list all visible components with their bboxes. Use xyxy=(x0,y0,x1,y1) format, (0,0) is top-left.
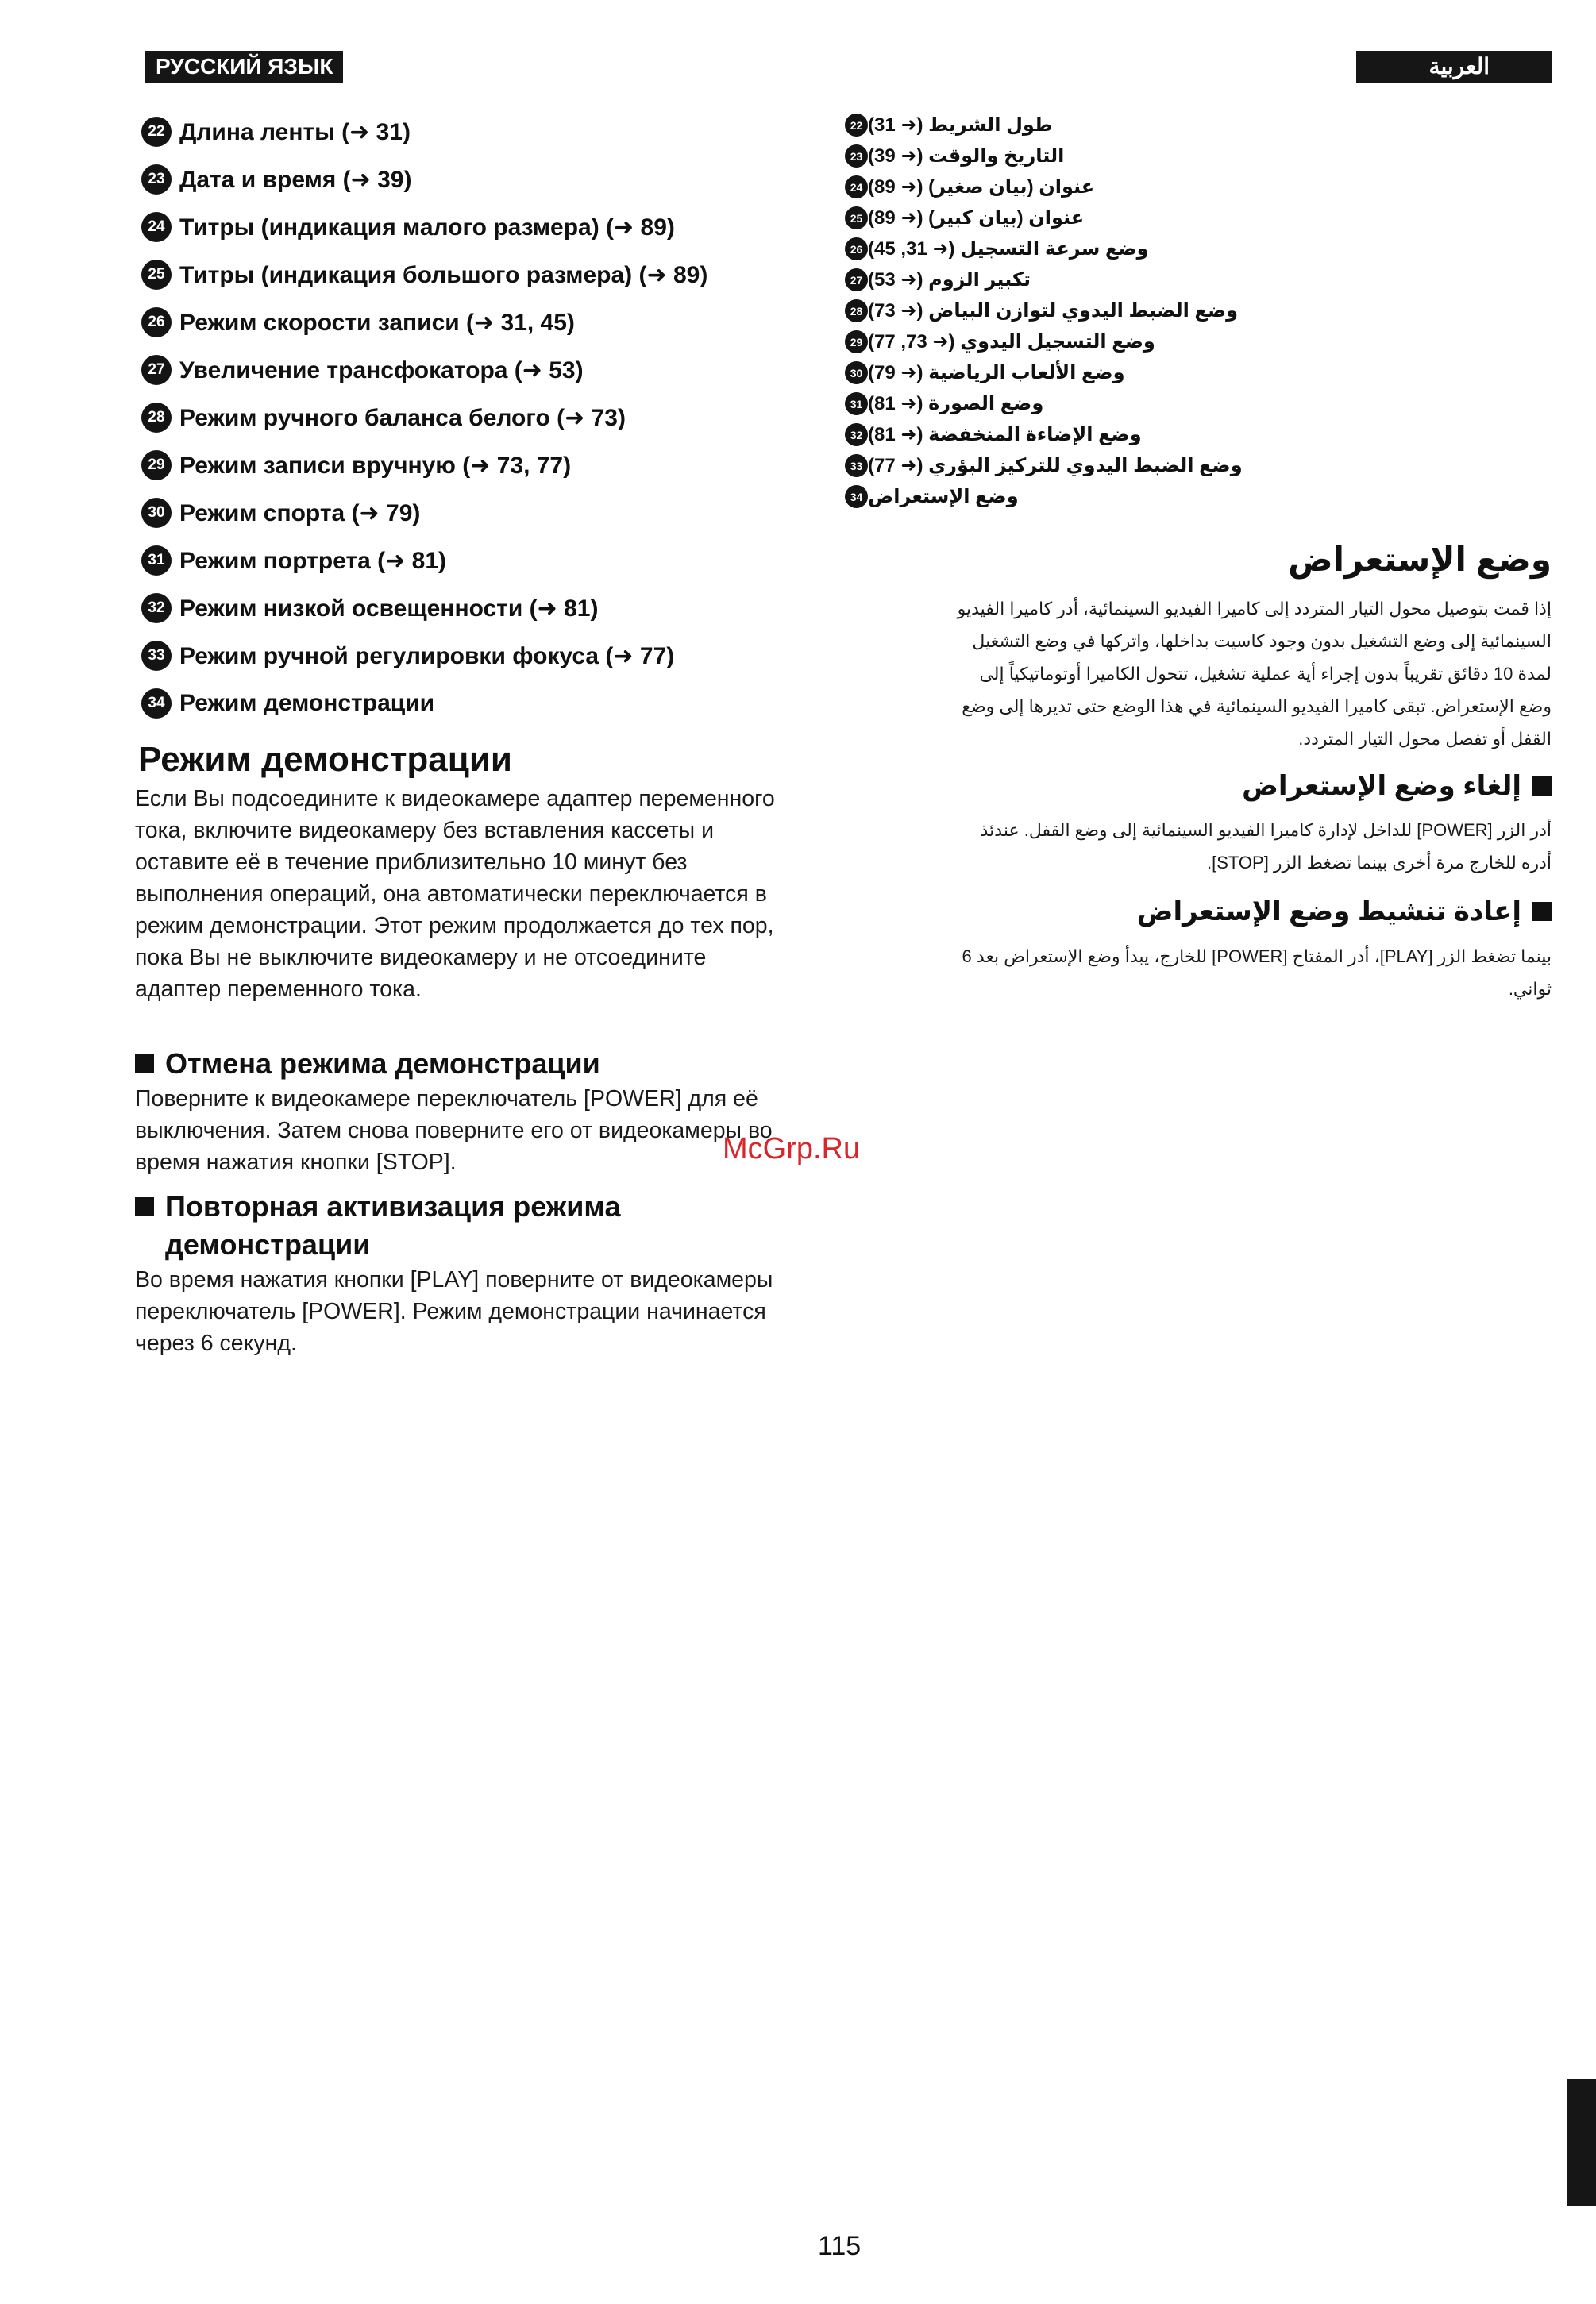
number-badge-icon: 23 xyxy=(141,164,172,195)
arabic-item-text: وضع الضبط اليدوي لتوازن البياض (➜ 73) xyxy=(868,300,1239,322)
number-badge-icon: 32 xyxy=(141,593,172,623)
arabic-reactivate-body: بينما تضغط الزر [PLAY]، أدر المفتاح [POWER] للخارج، يبدأ وضع الإستعراض بعد 6 ثواني. xyxy=(962,946,1552,999)
russian-list-item xyxy=(141,203,840,251)
arabic-cancel-title: إلغاء وضع الإستعراض xyxy=(1242,771,1521,801)
russian-list-item xyxy=(141,156,840,203)
russian-list-item xyxy=(141,680,840,727)
number-badge-icon: 29 xyxy=(141,450,172,480)
number-badge-icon: 33 xyxy=(141,641,172,671)
number-badge-icon: 33 xyxy=(845,454,868,477)
arabic-item-text: التاريخ والوقت (➜ 39) xyxy=(868,145,1065,167)
language-tab-arabic: العربية xyxy=(1356,51,1552,83)
arabic-list-item xyxy=(837,326,1552,357)
arabic-cancel-body: أدر الزر [POWER] للداخل لإدارة كاميرا الفيديو السينمائية إلى وضع القفل. عندئذ أدره للخارج مرة أخرى بينما تضغط الزر [STOP]. xyxy=(980,820,1552,873)
russian-list-item xyxy=(141,537,840,584)
arabic-reactivate-title: إعادة تنشيط وضع الإستعراض xyxy=(1136,896,1521,927)
russian-list-item xyxy=(141,108,840,156)
russian-reactivate-body: Во время нажатия кнопки [PLAY] поверните от видеокамеры переключатель [POWER]. Режим демонстрации начинается через 6 секунд. xyxy=(135,1267,773,1356)
arabic-list-item xyxy=(837,202,1552,233)
number-badge-icon: 30 xyxy=(845,361,868,384)
russian-list-item xyxy=(141,584,840,632)
arabic-list-item xyxy=(837,357,1552,388)
russian-item-text: Режим записи вручную (➜ 73, 77) xyxy=(179,452,572,479)
arabic-item-text: وضع الإضاءة المنخفضة (➜ 81) xyxy=(868,424,1142,445)
russian-section-title: Режим демонстрации xyxy=(138,740,512,779)
number-badge-icon: 34 xyxy=(845,485,868,508)
russian-section-body: Если Вы подсоедините к видеокамере адаптер переменного тока, включите видеокамеру без вставления кассеты и оставите её в течение приблизительно 10 минут без выполнения операций, она автоматически переключается в режим демонстрации. Этот режим продолжается до тех пор, пока Вы не выключите видеокамеру и не отсоедините адаптер переменного тока. xyxy=(135,786,775,1002)
russian-item-text: Титры (индикация малого размера) (➜ 89) xyxy=(179,214,675,241)
number-badge-icon: 27 xyxy=(141,355,172,385)
number-badge-icon: 22 xyxy=(845,114,868,137)
number-badge-icon: 25 xyxy=(845,206,868,229)
russian-list-item xyxy=(141,299,840,346)
number-badge-icon: 28 xyxy=(845,299,868,322)
russian-list-item xyxy=(141,346,840,394)
number-badge-icon: 31 xyxy=(845,392,868,415)
number-badge-icon: 26 xyxy=(845,237,868,260)
russian-list-item xyxy=(141,632,840,680)
arabic-item-text: عنوان (بيان صغير) (➜ 89) xyxy=(868,176,1095,198)
number-badge-icon: 30 xyxy=(141,498,172,528)
arabic-list-item xyxy=(837,171,1552,202)
section-edge-tab xyxy=(1567,2079,1596,2206)
arabic-item-text: وضع الصورة (➜ 81) xyxy=(868,393,1044,414)
russian-item-text: Режим ручной регулировки фокуса (➜ 77) xyxy=(179,642,675,669)
russian-list-item xyxy=(141,489,840,537)
arabic-list-item xyxy=(837,141,1552,171)
russian-item-text: Титры (индикация большого размера) (➜ 89) xyxy=(179,261,708,288)
russian-indicator-list xyxy=(141,108,840,727)
arabic-list-item xyxy=(837,295,1552,326)
number-badge-icon: 31 xyxy=(141,545,172,576)
number-badge-icon: 22 xyxy=(141,117,172,147)
page-number: 115 xyxy=(818,2231,862,2261)
arabic-section-title: وضع الإستعراض xyxy=(1288,541,1552,578)
arabic-section-body: إذا قمت بتوصيل محول التيار المتردد إلى كاميرا الفيديو السينمائية، أدر كاميرا الفيديو السينمائية إلى وضع التشغيل بدون وجود كاسيت بداخلها، واتركها في وضع التشغيل لمدة 10 دقائق تقريباً بدون إجراء أية عملية تشغيل، تتحول الكاميرا أوتوماتيكياً إلى وضع الإستعراض. تبقى كاميرا الفيديو السينمائية في هذا الوضع حتى تديرها إلى وضع القفل أو تفصل محول التيار المتردد. xyxy=(957,599,1552,749)
arabic-item-text: وضع الألعاب الرياضية (➜ 79) xyxy=(868,362,1125,383)
russian-cancel-title: Отмена режима демонстрации xyxy=(165,1047,600,1080)
russian-reactivate-title: Повторная активизация режима демонстрации xyxy=(165,1190,621,1261)
russian-list-item xyxy=(141,394,840,441)
arabic-item-text: وضع الإستعراض xyxy=(868,486,1019,507)
number-badge-icon: 29 xyxy=(845,330,868,353)
square-bullet-icon xyxy=(1532,902,1552,921)
arabic-list-item xyxy=(837,450,1552,481)
arabic-list-item xyxy=(837,481,1552,512)
number-badge-icon: 23 xyxy=(845,144,868,168)
number-badge-icon: 26 xyxy=(141,307,172,337)
russian-item-text: Режим демонстрации xyxy=(179,690,435,716)
arabic-item-text: عنوان (بيان كبير) (➜ 89) xyxy=(868,207,1085,229)
square-bullet-icon xyxy=(1532,776,1552,796)
number-badge-icon: 24 xyxy=(845,175,868,198)
russian-item-text: Увеличение трансфокатора (➜ 53) xyxy=(179,356,584,383)
square-bullet-icon xyxy=(135,1197,154,1216)
square-bullet-icon xyxy=(135,1054,154,1073)
russian-item-text: Длина ленты (➜ 31) xyxy=(179,118,411,145)
russian-item-text: Режим низкой освещенности (➜ 81) xyxy=(179,595,599,622)
arabic-reactivate-heading xyxy=(1137,896,1552,927)
russian-cancel-body: Поверните к видеокамере переключатель [POWER] для её выключения. Затем снова поверните его от видеокамеры во время нажатия кнопки [STOP]. xyxy=(135,1086,773,1175)
russian-reactivate-heading xyxy=(135,1188,738,1264)
number-badge-icon: 32 xyxy=(845,423,868,446)
arabic-item-text: تكبير الزوم (➜ 53) xyxy=(868,269,1031,291)
arabic-cancel-heading xyxy=(1242,770,1552,802)
arabic-list-item xyxy=(837,110,1552,141)
arabic-indicator-list xyxy=(837,110,1552,512)
number-badge-icon: 34 xyxy=(141,688,172,719)
number-badge-icon: 27 xyxy=(845,268,868,291)
number-badge-icon: 25 xyxy=(141,260,172,290)
arabic-item-text: طول الشريط (➜ 31) xyxy=(868,114,1053,136)
arabic-list-item xyxy=(837,233,1552,264)
russian-cancel-heading xyxy=(135,1045,600,1083)
arabic-list-item xyxy=(837,419,1552,450)
russian-item-text: Режим ручного баланса белого (➜ 73) xyxy=(179,404,626,431)
arabic-list-item xyxy=(837,264,1552,295)
arabic-item-text: وضع الضبط اليدوي للتركيز البؤري (➜ 77) xyxy=(868,455,1243,476)
number-badge-icon: 24 xyxy=(141,212,172,242)
language-tab-russian: РУССКИЙ ЯЗЫК xyxy=(145,51,343,83)
russian-item-text: Режим спорта (➜ 79) xyxy=(179,499,421,526)
number-badge-icon: 28 xyxy=(141,403,172,433)
arabic-item-text: وضع سرعة التسجيل (➜ 31, 45) xyxy=(868,238,1149,260)
russian-item-text: Режим портрета (➜ 81) xyxy=(179,547,447,574)
watermark: McGrp.Ru xyxy=(723,1132,861,1165)
arabic-list-item xyxy=(837,388,1552,419)
russian-item-text: Режим скорости записи (➜ 31, 45) xyxy=(179,309,575,336)
russian-item-text: Дата и время (➜ 39) xyxy=(179,166,412,193)
russian-list-item xyxy=(141,251,840,299)
russian-list-item xyxy=(141,441,840,489)
arabic-item-text: وضع التسجيل اليدوي (➜ 73, 77) xyxy=(868,331,1155,353)
